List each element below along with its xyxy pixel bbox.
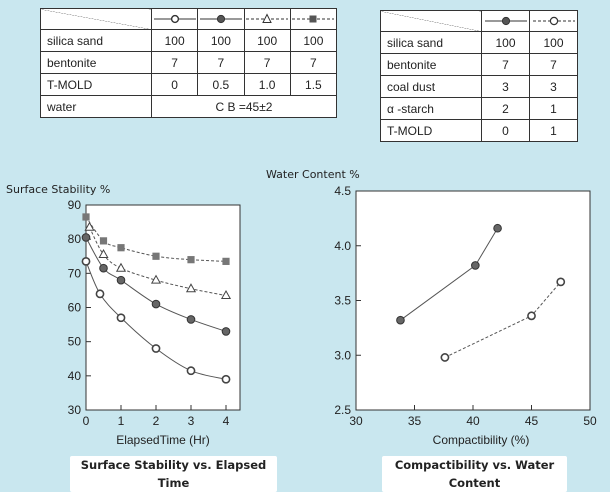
table-row <box>381 120 578 142</box>
legend-filled-circle-solid <box>482 11 530 32</box>
x-tick-label: 35 <box>407 414 422 428</box>
cell-value: 3 <box>530 76 578 98</box>
compactibility-water-chart <box>300 178 600 450</box>
data-point-open-circle <box>96 290 103 297</box>
cell-value: 3 <box>482 76 530 98</box>
y-tick-label: 4.5 <box>334 184 351 198</box>
row-label: α -starch <box>381 98 482 120</box>
cell-value: 7 <box>152 52 198 74</box>
table-row <box>41 30 337 52</box>
row-label: bentonite <box>41 52 152 74</box>
data-point-filled-circle <box>397 316 405 324</box>
legend-row <box>381 11 578 32</box>
row-label: T-MOLD <box>381 120 482 142</box>
data-point-filled-square <box>187 256 194 263</box>
cell-value: 7 <box>290 52 336 74</box>
data-point-filled-circle <box>187 316 195 324</box>
data-point-filled-circle <box>152 300 160 308</box>
header-diagonal-cell <box>381 11 482 32</box>
y-tick-label: 40 <box>67 368 81 383</box>
cell-value: 100 <box>152 30 198 52</box>
chart2-title: Compactibility vs. Water Content <box>382 456 567 492</box>
data-point-open-circle <box>557 278 564 285</box>
data-point-filled-circle <box>494 224 502 232</box>
cell-value: 7 <box>198 52 244 74</box>
cell-value: 1.0 <box>244 74 290 96</box>
table-row <box>41 52 337 74</box>
legend-filled-square-dashed <box>290 9 336 30</box>
row-label: silica sand <box>41 30 152 52</box>
cell-value: 7 <box>244 52 290 74</box>
data-point-filled-square <box>222 258 229 265</box>
cell-value: 1 <box>530 98 578 120</box>
cell-value: 1.5 <box>290 74 336 96</box>
x-tick-label: 40 <box>466 414 480 428</box>
x-tick-label: 3 <box>187 414 195 428</box>
cell-value: 100 <box>290 30 336 52</box>
x-tick-label: 4 <box>222 414 230 428</box>
cell-value: 100 <box>530 32 578 54</box>
composition-table-1 <box>40 8 337 118</box>
y-tick-label: 70 <box>67 266 81 281</box>
data-point-open-circle <box>222 376 229 383</box>
cell-value: 2 <box>482 98 530 120</box>
row-label: coal dust <box>381 76 482 98</box>
data-point-filled-square <box>100 237 107 244</box>
table-row <box>381 32 578 54</box>
row-label: water <box>41 96 152 118</box>
cell-value: 7 <box>482 54 530 76</box>
x-tick-label: 2 <box>152 414 160 428</box>
legend-open-circle-dashed <box>530 11 578 32</box>
cell-value: 0 <box>152 74 198 96</box>
y-tick-label: 4.0 <box>334 238 351 253</box>
data-point-filled-circle <box>100 264 108 272</box>
data-point-filled-circle <box>222 328 230 336</box>
x-tick-label: 0 <box>82 414 90 428</box>
y-tick-label: 60 <box>67 300 81 315</box>
table-row <box>381 54 578 76</box>
data-point-filled-circle <box>472 262 480 270</box>
y-tick-label: 2.5 <box>334 403 351 417</box>
data-point-filled-square <box>117 244 124 251</box>
table-row <box>41 74 337 96</box>
x-tick-label: 30 <box>349 414 363 428</box>
plot-area <box>356 191 590 410</box>
data-point-open-circle <box>187 367 194 374</box>
row-label: silica sand <box>381 32 482 54</box>
data-point-open-circle <box>441 354 448 361</box>
chart2-ylabel: Water Content % <box>266 168 360 181</box>
composition-table-2 <box>380 10 578 142</box>
cell-value: 1 <box>530 120 578 142</box>
x-axis-label: Compactibility (%) <box>432 433 530 447</box>
data-point-open-circle <box>528 312 535 319</box>
cell-value: 7 <box>530 54 578 76</box>
data-point-filled-square <box>82 213 89 220</box>
chart1-ylabel: Surface Stability % <box>6 183 111 196</box>
header-diagonal-cell <box>41 9 152 30</box>
data-point-filled-circle <box>117 276 125 284</box>
water-cb-value: C B =45±2 <box>152 96 337 118</box>
surface-stability-chart <box>0 196 290 450</box>
chart1-title: Surface Stability vs. Elapsed Time <box>70 456 277 492</box>
y-tick-label: 3.5 <box>334 293 351 308</box>
table-row <box>381 98 578 120</box>
legend-open-circle-solid <box>152 9 198 30</box>
legend-filled-circle-solid <box>198 9 244 30</box>
data-point-open-circle <box>117 314 124 321</box>
data-point-filled-square <box>152 253 159 260</box>
x-axis-label: ElapsedTime (Hr) <box>116 433 210 447</box>
cell-value: 100 <box>198 30 244 52</box>
x-tick-label: 50 <box>583 414 597 428</box>
legend-open-triangle-dashed <box>244 9 290 30</box>
x-tick-label: 1 <box>117 414 125 428</box>
table-row <box>381 76 578 98</box>
data-point-open-circle <box>82 258 89 265</box>
data-point-filled-circle <box>82 234 90 242</box>
y-tick-label: 3.0 <box>334 348 351 363</box>
row-label: bentonite <box>381 54 482 76</box>
row-label: T-MOLD <box>41 74 152 96</box>
y-tick-label: 50 <box>67 334 81 349</box>
y-tick-label: 90 <box>67 198 81 212</box>
y-tick-label: 80 <box>67 232 81 247</box>
y-tick-label: 30 <box>67 403 81 417</box>
legend-row <box>41 9 337 30</box>
cell-value: 100 <box>482 32 530 54</box>
x-tick-label: 45 <box>524 414 539 428</box>
cell-value: 0.5 <box>198 74 244 96</box>
cell-value: 0 <box>482 120 530 142</box>
cell-value: 100 <box>244 30 290 52</box>
table-row <box>41 96 337 118</box>
data-point-open-circle <box>152 345 159 352</box>
